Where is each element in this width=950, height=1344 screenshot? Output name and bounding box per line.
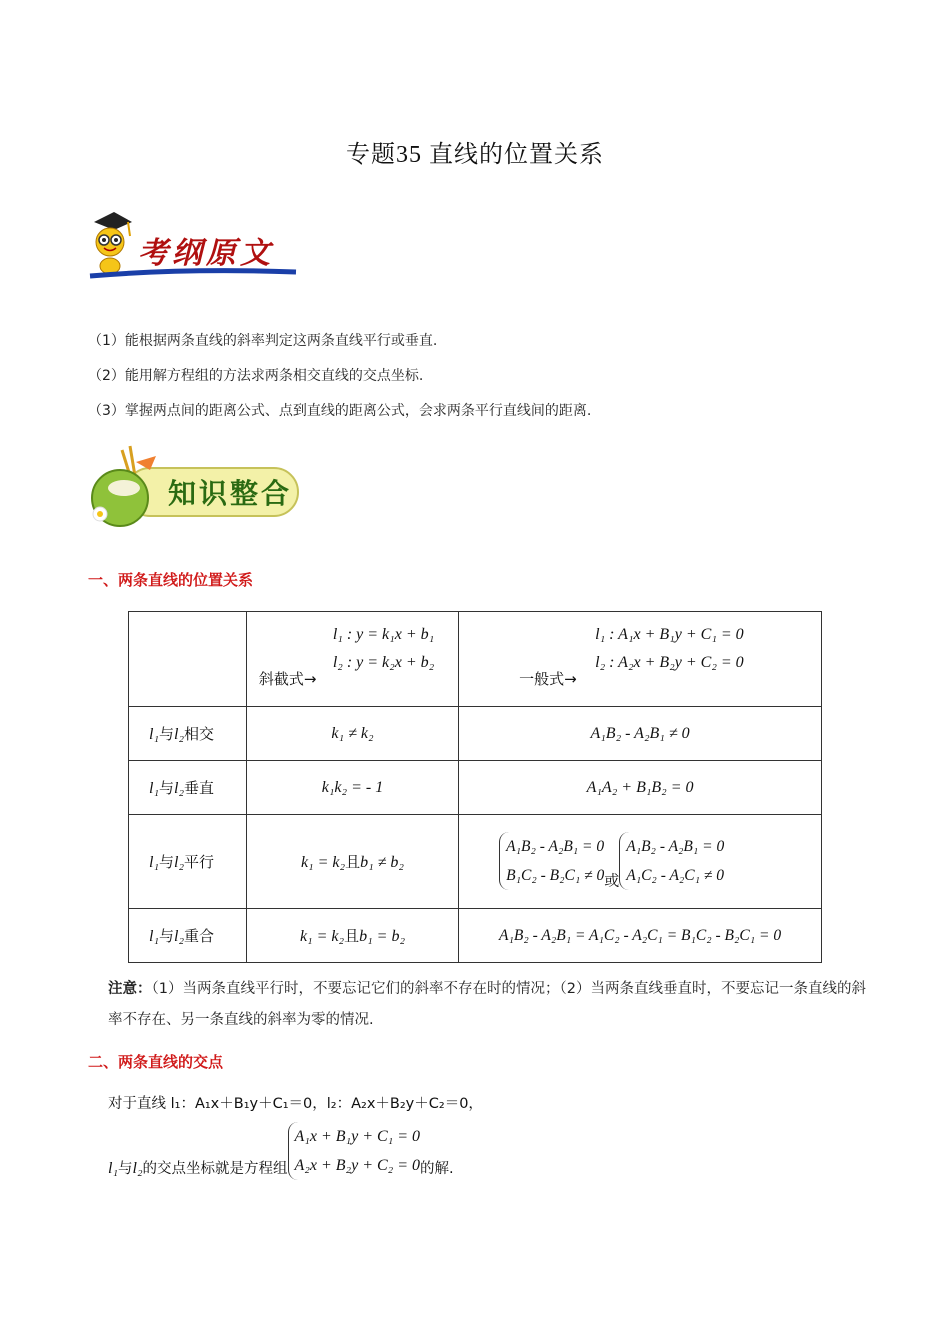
relation-name: 平行 — [184, 853, 215, 871]
relation-name: 相交 — [184, 725, 215, 743]
or-word: 或 — [604, 871, 620, 890]
outline-badge — [86, 206, 300, 280]
objective-item: （3）掌握两点间的距离公式、点到直线的距离公式，会求两条平行直线间的距离. — [88, 403, 592, 419]
page-title: 专题35 直线的位置关系 — [346, 142, 604, 168]
note-text: （1）当两条直线平行时，不要忘记它们的斜率不存在时的情况；（2）当两条直线垂直时，不要忘记一条直线的斜率不存在、另一条直线的斜率为零的情况. — [108, 981, 866, 1028]
general-condition — [459, 815, 822, 909]
system-eq: A₁B₂ - A₂B₁ = 0 — [506, 838, 605, 856]
relation-table — [128, 611, 822, 963]
general-condition: A₁A₂ + B₁B₂ = 0 — [459, 761, 822, 815]
outline-badge-text: 考纲原文 — [138, 236, 274, 271]
general-form-label: 一般式→ — [519, 670, 577, 688]
table-row — [129, 815, 822, 909]
relation-name: 垂直 — [184, 779, 215, 797]
and-word: 且 — [345, 853, 361, 871]
and-text: 与 — [159, 853, 175, 871]
section-heading: 二、两条直线的交点 — [88, 1053, 224, 1071]
system-eq: B₁C₂ - B₂C₁ ≠ 0 — [506, 867, 605, 885]
table-row — [129, 761, 822, 815]
l2-symbol: l₂ — [174, 928, 185, 945]
and-word: 且 — [344, 927, 360, 945]
and-text: 与 — [159, 779, 175, 797]
general-form-header — [459, 612, 822, 707]
intercept-eq: b₁ ≠ b₂ — [360, 854, 404, 871]
objective-item: （2）能用解方程组的方法求两条相交直线的交点坐标. — [88, 368, 424, 384]
table-corner-cell — [129, 612, 247, 707]
relation-label — [129, 761, 247, 815]
and-text: 与 — [159, 927, 175, 945]
slope-eq1: l₁ : y = k₁x + b₁ — [332, 626, 435, 643]
intersection-intro: 对于直线 l₁：A₁x＋B₁y＋C₁＝0，l₂：A₂x＋B₂y＋C₂＝0， — [108, 1096, 483, 1112]
slope-eq: k₁ = k₂ — [299, 928, 345, 945]
table-row — [129, 909, 822, 963]
and-text: 与 — [159, 725, 175, 743]
objective-item: （1）能根据两条直线的斜率判定这两条直线平行或垂直. — [88, 333, 438, 349]
l1-symbol: l₁ — [108, 1160, 119, 1177]
table-row — [129, 707, 822, 761]
relation-label — [129, 707, 247, 761]
slope-form-label: 斜截式→ — [258, 670, 317, 688]
l1-symbol: l₁ — [149, 854, 160, 871]
knowledge-badge — [86, 442, 306, 530]
knowledge-badge-text: 知识整合 — [168, 477, 293, 510]
slope-condition — [246, 815, 458, 909]
table-header-row — [129, 612, 822, 707]
equation-system — [288, 1122, 421, 1180]
relation-label — [129, 815, 247, 909]
l2-symbol: l₂ — [132, 1160, 143, 1177]
general-eq1: l₁ : A₁x + B₁y + C₁ = 0 — [595, 626, 744, 643]
general-condition: A₁B₂ - A₂B₁ = A₁C₂ - A₂C₁ = B₁C₂ - B₂C₁ = 0 — [459, 909, 822, 963]
note-label: 注意： — [108, 981, 152, 997]
l2-symbol: l₂ — [174, 726, 185, 743]
note-paragraph — [108, 974, 868, 1036]
equation-system — [619, 832, 724, 890]
section-heading: 一、两条直线的位置关系 — [88, 571, 254, 589]
slope-condition: k₁k₂ = - 1 — [246, 761, 458, 815]
system-eq: A₁x + B₁y + C₁ = 0 — [294, 1128, 421, 1145]
relation-label — [129, 909, 247, 963]
l1-symbol: l₁ — [149, 928, 160, 945]
general-condition: A₁B₂ - A₂B₁ ≠ 0 — [459, 707, 822, 761]
intercept-eq: b₁ = b₂ — [359, 928, 405, 945]
system-eq: A₁B₂ - A₂B₁ = 0 — [626, 838, 725, 856]
equation-system — [499, 832, 604, 890]
slope-eq: k₁ = k₂ — [300, 854, 346, 871]
slope-condition — [246, 909, 458, 963]
system-eq: A₂x + B₂y + C₂ = 0 — [294, 1157, 421, 1174]
slope-form-header — [246, 612, 458, 707]
and-text: 与 — [118, 1161, 133, 1177]
l2-symbol: l₂ — [174, 854, 185, 871]
l2-symbol: l₂ — [174, 780, 185, 797]
slope-eq2: l₂ : y = k₂x + b₂ — [332, 654, 435, 671]
general-eq2: l₂ : A₂x + B₂y + C₂ = 0 — [595, 654, 744, 671]
slope-condition: k₁ ≠ k₂ — [246, 707, 458, 761]
l1-symbol: l₁ — [149, 780, 160, 797]
system-eq: A₁C₂ - A₂C₁ ≠ 0 — [626, 867, 725, 885]
statement-prefix: 的交点坐标就是方程组 — [142, 1161, 288, 1177]
relation-name: 重合 — [184, 927, 215, 945]
statement-suffix: 的解. — [420, 1161, 454, 1177]
l1-symbol: l₁ — [149, 726, 160, 743]
intersection-statement — [108, 1122, 454, 1180]
